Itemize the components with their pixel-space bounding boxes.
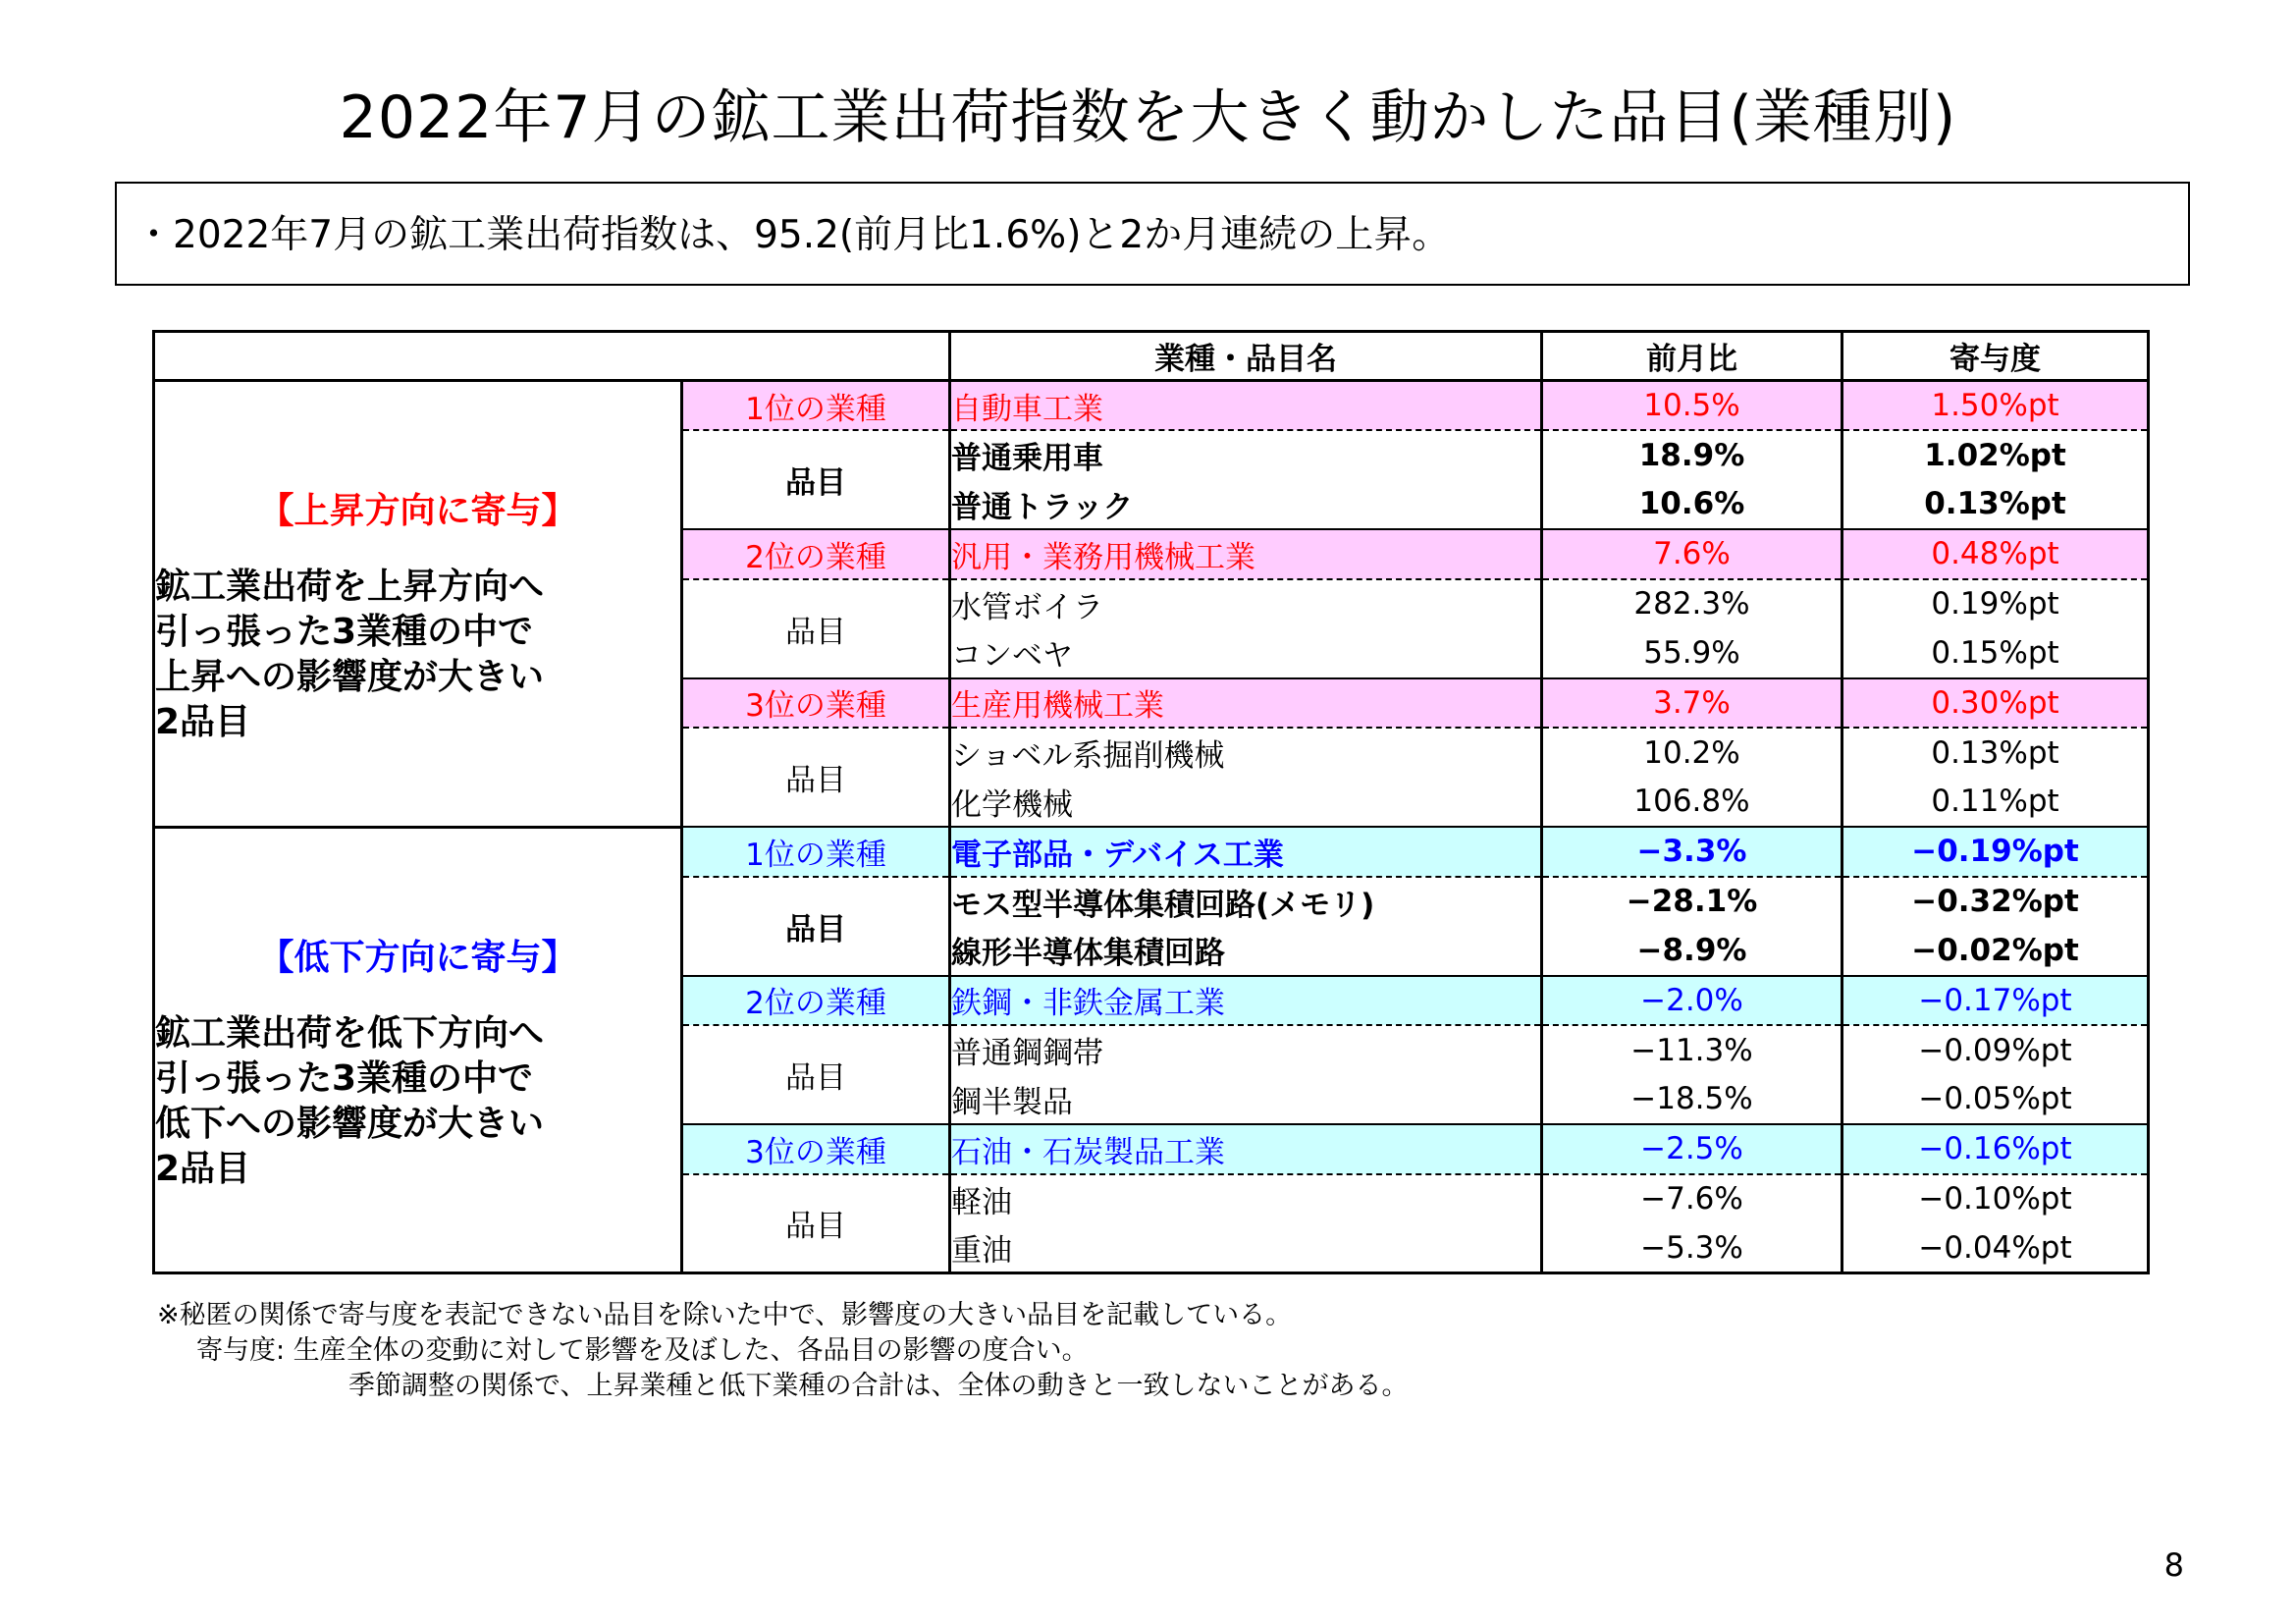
industry-contrib: −0.17%pt — [1842, 976, 2149, 1026]
down-desc-line: 引っ張った3業種の中で — [155, 1057, 534, 1099]
item-name: 軽油 — [950, 1174, 1542, 1224]
down-desc-line: 鉱工業出荷を低下方向へ — [155, 1012, 545, 1054]
up-section-heading: 【上昇方向に寄与】 — [258, 491, 577, 532]
item-label: 品目 — [682, 430, 950, 529]
industry-rank: 3位の業種 — [682, 1124, 950, 1174]
item-mom: 10.6% — [1542, 480, 1842, 530]
industry-contrib: −0.16%pt — [1842, 1124, 2149, 1174]
industry-rank: 2位の業種 — [682, 529, 950, 579]
item-name: 水管ボイラ — [950, 579, 1542, 629]
item-contrib: −0.32%pt — [1842, 877, 2149, 927]
item-name: ショベル系掘削機械 — [950, 728, 1542, 778]
item-contrib: 0.15%pt — [1842, 628, 2149, 678]
industry-mom: 10.5% — [1542, 381, 1842, 431]
footnote-line: 寄与度: 生産全体の変動に対して影響を及ぼした、各品目の影響の度合い。 — [196, 1335, 1089, 1366]
item-contrib: −0.05%pt — [1842, 1075, 2149, 1125]
industry-mom: −3.3% — [1542, 827, 1842, 877]
item-mom: 55.9% — [1542, 628, 1842, 678]
up-section-desc — [155, 565, 680, 745]
table-row — [154, 381, 2149, 431]
item-contrib: −0.09%pt — [1842, 1025, 2149, 1075]
item-name: 普通鋼鋼帯 — [950, 1025, 1542, 1075]
item-name: 普通トラック — [950, 480, 1542, 530]
industry-name: 電子部品・デバイス工業 — [950, 827, 1542, 877]
page-title: 2022年7月の鉱工業出荷指数を大きく動かした品目(業種別) — [339, 83, 1957, 152]
header-mom: 前月比 — [1542, 332, 1842, 381]
up-desc-line: 引っ張った3業種の中で — [155, 612, 534, 653]
down-section-label — [154, 827, 682, 1273]
industry-rank: 2位の業種 — [682, 976, 950, 1026]
item-name: 鋼半製品 — [950, 1075, 1542, 1125]
table-row — [154, 827, 2149, 877]
summary-box: ・2022年7月の鉱工業出荷指数は、95.2(前月比1.6%)と2か月連続の上昇。 — [115, 182, 2190, 286]
industry-mom: 7.6% — [1542, 529, 1842, 579]
item-mom: 18.9% — [1542, 430, 1842, 480]
item-contrib: −0.02%pt — [1842, 926, 2149, 976]
item-mom: −18.5% — [1542, 1075, 1842, 1125]
up-desc-line: 鉱工業出荷を上昇方向へ — [155, 567, 545, 608]
industry-contrib: 1.50%pt — [1842, 381, 2149, 431]
up-desc-line: 上昇への影響度が大きい — [155, 657, 545, 698]
item-mom: 106.8% — [1542, 778, 1842, 828]
contribution-table — [152, 330, 2150, 1274]
footnote-line: 季節調整の関係で、上昇業種と低下業種の合計は、全体の動きと一致しないことがある。 — [348, 1371, 1409, 1401]
item-name: コンベヤ — [950, 628, 1542, 678]
industry-name: 鉄鋼・非鉄金属工業 — [950, 976, 1542, 1026]
table-header-row — [154, 332, 2149, 381]
industry-mom: −2.5% — [1542, 1124, 1842, 1174]
industry-contrib: 0.30%pt — [1842, 678, 2149, 729]
industry-name: 生産用機械工業 — [950, 678, 1542, 729]
footnotes — [157, 1298, 1408, 1404]
item-contrib: 1.02%pt — [1842, 430, 2149, 480]
footnote-line: ※秘匿の関係で寄与度を表記できない品目を除いた中で、影響度の大きい品目を記載している。 — [157, 1300, 1293, 1330]
header-name: 業種・品目名 — [950, 332, 1542, 381]
header-contrib: 寄与度 — [1842, 332, 2149, 381]
up-desc-line: 2品目 — [155, 702, 251, 743]
item-label: 品目 — [682, 1174, 950, 1273]
item-contrib: 0.19%pt — [1842, 579, 2149, 629]
item-mom: −28.1% — [1542, 877, 1842, 927]
industry-rank: 3位の業種 — [682, 678, 950, 729]
industry-mom: −2.0% — [1542, 976, 1842, 1026]
down-desc-line: 2品目 — [155, 1148, 251, 1189]
page-number: 8 — [2163, 1546, 2184, 1584]
item-name: 重油 — [950, 1223, 1542, 1273]
industry-mom: 3.7% — [1542, 678, 1842, 729]
up-section-label — [154, 381, 682, 828]
item-label: 品目 — [682, 728, 950, 827]
industry-name: 自動車工業 — [950, 381, 1542, 431]
item-contrib: 0.13%pt — [1842, 480, 2149, 530]
header-blank — [154, 332, 950, 381]
down-section-heading: 【低下方向に寄与】 — [258, 937, 577, 978]
item-mom: −5.3% — [1542, 1223, 1842, 1273]
item-name: 普通乗用車 — [950, 430, 1542, 480]
industry-rank: 1位の業種 — [682, 381, 950, 431]
down-section-desc — [155, 1011, 680, 1192]
item-name: 化学機械 — [950, 778, 1542, 828]
item-mom: −11.3% — [1542, 1025, 1842, 1075]
item-contrib: −0.04%pt — [1842, 1223, 2149, 1273]
industry-contrib: 0.48%pt — [1842, 529, 2149, 579]
item-mom: −8.9% — [1542, 926, 1842, 976]
item-label: 品目 — [682, 1025, 950, 1124]
item-label: 品目 — [682, 579, 950, 678]
industry-rank: 1位の業種 — [682, 827, 950, 877]
item-name: 線形半導体集積回路 — [950, 926, 1542, 976]
item-mom: 10.2% — [1542, 728, 1842, 778]
down-desc-line: 低下への影響度が大きい — [155, 1103, 545, 1144]
item-contrib: 0.11%pt — [1842, 778, 2149, 828]
industry-name: 汎用・業務用機械工業 — [950, 529, 1542, 579]
item-label: 品目 — [682, 877, 950, 976]
item-mom: 282.3% — [1542, 579, 1842, 629]
industry-contrib: −0.19%pt — [1842, 827, 2149, 877]
item-mom: −7.6% — [1542, 1174, 1842, 1224]
item-contrib: −0.10%pt — [1842, 1174, 2149, 1224]
item-contrib: 0.13%pt — [1842, 728, 2149, 778]
item-name: モス型半導体集積回路(メモリ) — [950, 877, 1542, 927]
industry-name: 石油・石炭製品工業 — [950, 1124, 1542, 1174]
